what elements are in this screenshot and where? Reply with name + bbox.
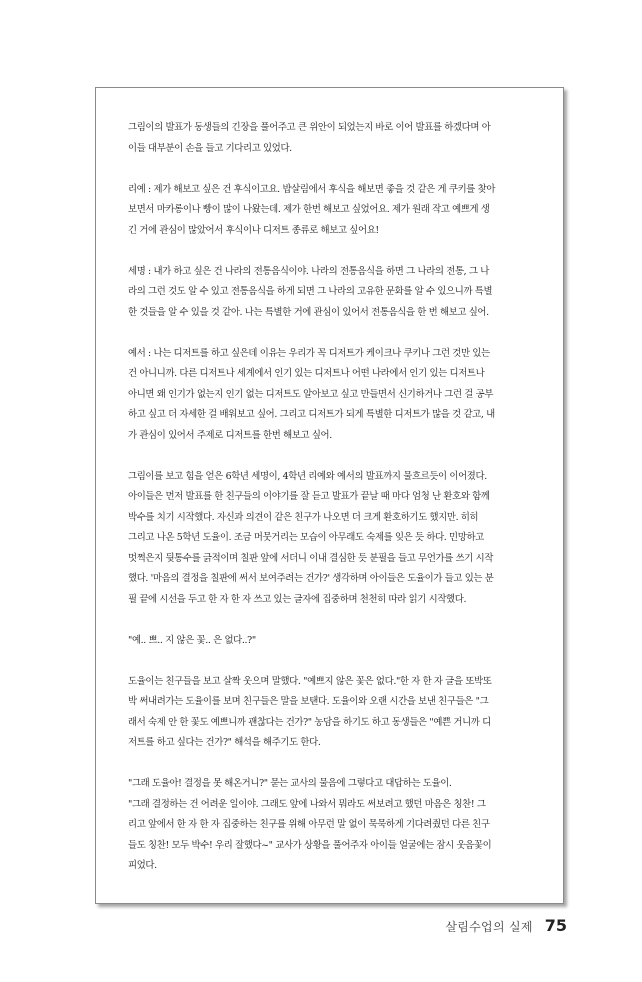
paragraph-semyeong: 세명 : 내가 하고 싶은 건 나라의 전통음식이야. 나라의 전통음식을 하면 그 나라의 전통, 그 나 라의 그런 것도 알 수 있고 전통음식을 하게 되면 그 나라의 고유한 문화를 알 수 있으니까 특별 한 것들을 알 수 있을 것 같아. 나는 특별한 거에 관심이 있어서 전통음식을 한 번 해보고 싶어. bbox=[128, 265, 493, 318]
paragraph-doyul-intro: 그림이를 보고 힘을 얻은 6학년 세명이, 4학년 리예와 예서의 발표까지 물흐르듯이 이어졌다. 아이들은 먼저 발표를 한 친구들의 이야기를 잘 듣고 발표가 끝날 때 마다 엄청 난 환호와 함께 박수를 치기 시작했다. 자신과 의견이 같은 친구가 나오면 더 크게 환호하기도 했지만. 히히 그리고 나온 5학년 도율이. 조금 머뭇거리는 모습이 아무래도 숙제를 잊은 듯 하다. 민망하고 멋쩍은지 뒷통수를 긁적이며 칠판 앞에 서더니 이내 결심한 듯 분필을 들고 무언가를 쓰기 시작 했다. '마음의 결정을 칠판에 써서 보여주려는 건가?' 생각하며 아이들은 도율이가 들고 있는 분 필 끝에 시선을 두고 한 자 한 자 쓰고 있는 글자에 집중하며 천천히 따라 읽기 시작했다. bbox=[128, 470, 494, 605]
page-frame bbox=[95, 87, 564, 904]
paragraph-intro: 그림이의 발표가 동생들의 긴장을 풀어주고 큰 위안이 되었는지 바로 이어 발표를 하겠다며 아 이들 대부분이 손을 들고 기다리고 있었다. bbox=[128, 122, 491, 154]
paragraph-yeseo: 예서 : 나는 디저트를 하고 싶은데 이유는 우리가 꼭 디저트가 케이크나 쿠키나 그런 것만 있는 건 아니니까. 다른 디저트나 세계에서 인기 있는 디저트나 어떤 나라에서 인기 있는 디저트나 아니면 왜 인기가 없는지 인기 없는 디저트도 알아보고 싶고 만들면서 신기하거나 그런 걸 공부 하고 싶고 더 자세한 걸 배워보고 싶어. 그리고 디저트가 되게 특별한 디저트가 많을 것 같고, 내 가 관심이 있어서 주제로 디저트를 한번 해보고 싶어. bbox=[128, 347, 495, 441]
paragraph-teacher: "그래 도율아! 결정을 못 해온거니?" 묻는 교사의 물음에 그렇다고 대답하는 도율이. "그래 결정하는 건 어려운 일이야. 그래도 앞에 나와서 뭐라도 써보려고 했던 마음은 칭찬! 그 리고 앞에서 한 자 한 자 집중하는 친구를 위해 아무런 말 없이 묵묵하게 기다려줬던 다른 친구 들도 칭찬! 모두 박수! 우리 잘했다~" 교사가 상황을 풀어주자 아이들 얼굴에는 잠시 웃음꽃이 피었다. bbox=[128, 778, 492, 871]
body-text bbox=[128, 118, 556, 897]
page-footer bbox=[445, 916, 567, 936]
page-number: 75 bbox=[544, 916, 567, 935]
running-title: 살림수업의 실제 bbox=[445, 920, 533, 934]
paragraph-doyul-speech: 도율이는 친구들을 보고 살짝 웃으며 말했다. "예쁘지 않은 꽃은 없다."한 자 한 자 글을 또박또 박 써내려가는 도율이를 보며 친구들은 말을 보탠다. 도율이와 오랜 시간을 보낸 친구들은 "그 래서 숙제 안 한 꽃도 예쁘니까 괜찮다는 건가?" 농담을 하기도 하고 동생들은 "예쁜 거니까 디 저트를 하고 싶다는 건가?" 해석을 해주기도 한다. bbox=[128, 675, 492, 748]
paragraph-quote: "예.. 쁘.. 지 않은 꽃.. 은 없다..?" bbox=[128, 634, 256, 646]
paragraph-riye: 리예 : 제가 해보고 싶은 건 후식이고요. 밥살림에서 후식을 해보면 좋을 것 같은 게 쿠키를 찾아 보면서 마카롱이나 빵이 많이 나왔는데. 제가 한번 해보고 싶었어요. 제가 원래 작고 예쁘게 생 긴 거에 관심이 많았어서 후식이나 디저트 종류로 해보고 싶어요! bbox=[128, 183, 496, 236]
